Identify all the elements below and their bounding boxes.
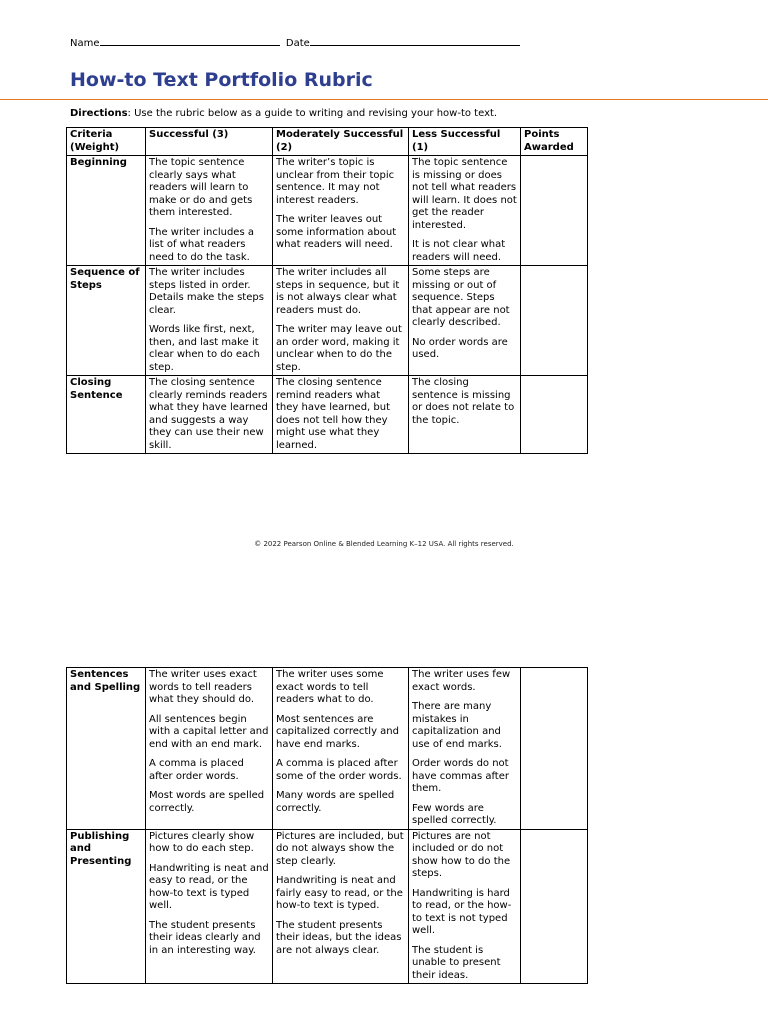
descriptor-text: A comma is placed after order words.: [149, 758, 244, 782]
descriptor-text: Most sentences are capitalized correctly and have end marks.: [276, 713, 399, 750]
descriptor-text: Words like first, next, then, and last make it clear when to do each step.: [149, 324, 261, 373]
descriptor-text: Most words are spelled correctly.: [149, 790, 265, 814]
table-row: [67, 376, 588, 454]
descriptor-text: The closing sentence clearly reminds readers what they have learned and suggests a way they can use their new skill.: [149, 377, 268, 451]
moderately-successful-cell: [273, 829, 409, 984]
table-row: [67, 829, 588, 984]
points-awarded-cell[interactable]: [521, 668, 588, 830]
moderately-successful-cell: [273, 156, 409, 266]
descriptor-text: The closing sentence is missing or does not relate to the topic.: [412, 377, 515, 426]
successful-cell: [146, 829, 273, 984]
header-successful: Successful (3): [146, 128, 273, 156]
directions-label: Directions: [70, 108, 128, 119]
page-title: How-to Text Portfolio Rubric: [70, 69, 373, 91]
descriptor-text: The writer’s topic is unclear from their topic sentence. It may not interest readers.: [276, 157, 395, 206]
less-successful-cell: [409, 376, 521, 454]
descriptor-text: The writer may leave out an order word, making it unclear when to do the step.: [276, 324, 402, 373]
less-successful-cell: [409, 266, 521, 376]
header-less-successful: Less Successful (1): [409, 128, 521, 156]
date-blank[interactable]: [310, 36, 520, 46]
descriptor-text: Handwriting is hard to read, or the how-to text is not typed well.: [412, 887, 512, 936]
directions: [70, 108, 497, 119]
moderately-successful-cell: [273, 376, 409, 454]
less-successful-cell: [409, 668, 521, 830]
less-successful-cell: [409, 156, 521, 266]
successful-cell: [146, 266, 273, 376]
table-header-row: [67, 128, 588, 156]
header-points-awarded: Points Awarded: [521, 128, 588, 156]
table-row: [67, 156, 588, 266]
descriptor-text: The topic sentence is missing or does not tell what readers will learn. It does not get the reader interested.: [412, 157, 517, 231]
name-label: Name: [70, 38, 100, 49]
rubric-table-page2: [66, 667, 588, 984]
orange-divider: [0, 99, 768, 100]
descriptor-text: The writer includes steps listed in order. Details make the steps clear.: [149, 267, 264, 316]
descriptor-text: Some steps are missing or out of sequence. Steps that appear are not clearly described.: [412, 267, 510, 328]
descriptor-text: Handwriting is neat and fairly easy to read, or the how-to text is typed.: [276, 875, 403, 911]
descriptor-text: The writer includes a list of what readers need to do the task.: [149, 226, 254, 263]
descriptor-text: There are many mistakes in capitalization and use of end marks.: [412, 701, 502, 750]
descriptor-text: A comma is placed after some of the order words.: [276, 758, 402, 782]
descriptor-text: Pictures are not included or do not show how to do the steps.: [412, 830, 511, 879]
criteria-cell: Sentences and Spelling: [67, 668, 146, 830]
descriptor-text: Handwriting is neat and easy to read, or the how-to text is typed well.: [149, 862, 269, 911]
criteria-cell: Sequence of Steps: [67, 266, 146, 376]
descriptor-text: Pictures clearly show how to do each step.: [149, 830, 255, 854]
name-date-line: [70, 36, 520, 49]
successful-cell: [146, 668, 273, 830]
descriptor-text: The writer uses some exact words to tell readers what to do.: [276, 669, 384, 705]
table-row: [67, 266, 588, 376]
moderately-successful-cell: [273, 266, 409, 376]
descriptor-text: All sentences begin with a capital letter and end with an end mark.: [149, 713, 269, 750]
header-moderately-successful: Moderately Successful (2): [273, 128, 409, 156]
descriptor-text: It is not clear what readers will need.: [412, 239, 506, 263]
less-successful-cell: [409, 829, 521, 984]
criteria-cell: Beginning: [67, 156, 146, 266]
header-criteria: Criteria (Weight): [67, 128, 146, 156]
points-awarded-cell[interactable]: [521, 376, 588, 454]
descriptor-text: The writer uses few exact words.: [412, 669, 511, 693]
descriptor-text: No order words are used.: [412, 336, 508, 360]
directions-text: : Use the rubric below as a guide to writing and revising your how-to text.: [127, 108, 498, 119]
points-awarded-cell[interactable]: [521, 266, 588, 376]
descriptor-text: The closing sentence remind readers what they have learned, but does not tell how they might use what they learned.: [276, 377, 391, 451]
descriptor-text: The topic sentence clearly says what readers will learn to make or do and gets them interested.: [149, 157, 253, 218]
descriptor-text: The student presents their ideas, but the ideas are not always clear.: [276, 919, 402, 956]
descriptor-text: The student presents their ideas clearly and in an interesting way.: [149, 919, 261, 956]
points-awarded-cell[interactable]: [521, 829, 588, 984]
table-row: [67, 668, 588, 830]
copyright-notice: © 2022 Pearson Online & Blended Learning K–12 USA. All rights reserved.: [254, 540, 514, 548]
descriptor-text: The student is unable to present their ideas.: [412, 944, 501, 981]
descriptor-text: Pictures are included, but do not always show the step clearly.: [276, 830, 404, 867]
descriptor-text: Order words do not have commas after them.: [412, 758, 509, 794]
name-blank[interactable]: [100, 36, 280, 46]
descriptor-text: The writer leaves out some information about what readers will need.: [276, 214, 397, 250]
successful-cell: [146, 156, 273, 266]
descriptor-text: The writer includes all steps in sequence, but it is not always clear what readers must do.: [276, 267, 400, 316]
descriptor-text: Many words are spelled correctly.: [276, 790, 395, 814]
descriptor-text: Few words are spelled correctly.: [412, 802, 497, 826]
rubric-table-page1: [66, 127, 588, 454]
date-label: Date: [285, 38, 310, 49]
criteria-cell: Closing Sentence: [67, 376, 146, 454]
points-awarded-cell[interactable]: [521, 156, 588, 266]
moderately-successful-cell: [273, 668, 409, 830]
descriptor-text: The writer uses exact words to tell readers what they should do.: [149, 669, 257, 705]
criteria-cell: Publishing and Presenting: [67, 829, 146, 984]
successful-cell: [146, 376, 273, 454]
